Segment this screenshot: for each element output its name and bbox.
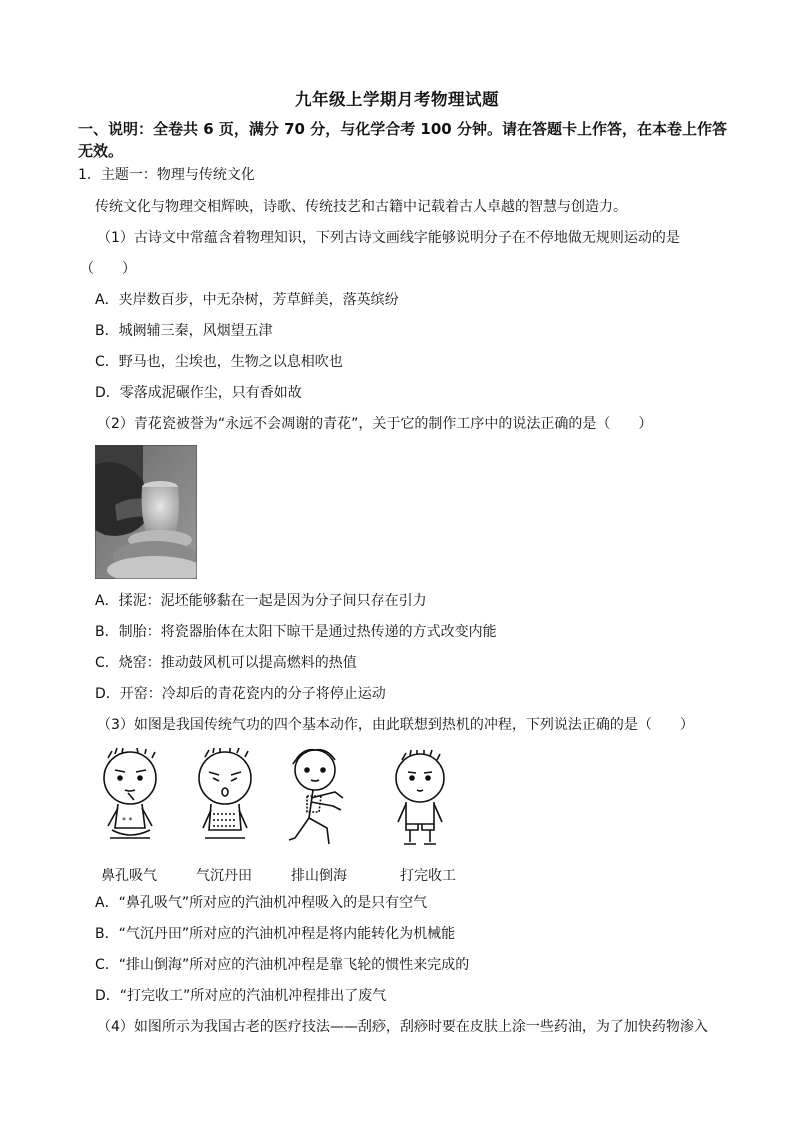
question-topic: 1．主题一：物理与传统文化 <box>78 167 255 183</box>
instructions-line-1: 一、说明：全卷共 6 页，满分 70 分，与化学合考 100 分钟。请在答题卡上作答，在本卷上作答 <box>78 120 727 138</box>
q4-stem: （4）如图所示为我国古老的医疗技法——刮痧，刮痧时要在皮肤上涂一些药油，为了加快药物渗入 <box>97 1019 708 1035</box>
q3-option-d: D．“打完收工”所对应的汽油机冲程排出了废气 <box>95 988 387 1004</box>
figure-push-mountain <box>289 750 343 844</box>
caption-finish: 打完收工 <box>400 868 456 884</box>
q1-option-d: D．零落成泥碾作尘，只有香如故 <box>95 385 302 401</box>
q3-option-b: B．“气沉丹田”所对应的汽油机冲程是将内能转化为机械能 <box>95 926 456 942</box>
q1-stem: （1）古诗文中常蕴含着物理知识，下列古诗文画线字能够说明分子在不停地做无规则运动的是 <box>97 230 680 246</box>
figure-finish <box>396 750 444 844</box>
q3-option-c: C．“排山倒海”所对应的汽油机冲程是靠飞轮的惯性来完成的 <box>95 957 470 973</box>
q3-option-a: A．“鼻孔吸气”所对应的汽油机冲程吸入的是只有空气 <box>95 895 428 911</box>
question-intro: 传统文化与物理交相辉映，诗歌、传统技艺和古籍中记载着古人卓越的智慧与创造力。 <box>95 199 627 215</box>
q1-option-b: B．城阙辅三秦，风烟望五津 <box>95 323 273 339</box>
q3-stem: （3）如图是我国传统气功的四个基本动作，由此联想到热机的冲程，下列说法正确的是（ ） <box>97 717 694 733</box>
caption-push-mountain: 排山倒海 <box>291 868 347 884</box>
q2-option-a: A．揉泥：泥坯能够黏在一起是因为分子间只存在引力 <box>95 593 427 609</box>
q1-option-c: C．野马也，尘埃也，生物之以息相吹也 <box>95 354 343 370</box>
q1-answer-bracket: （ ） <box>80 261 136 277</box>
q2-option-b: B．制胎：将瓷器胎体在太阳下晾干是通过热传递的方式改变内能 <box>95 624 497 640</box>
page-title: 九年级上学期月考物理试题 <box>295 90 499 109</box>
q1-option-a: A．夹岸数百步，中无杂树，芳草鲜美，落英缤纷 <box>95 292 399 308</box>
svg-text:* *: * * <box>122 816 133 825</box>
pottery-photo <box>95 445 197 579</box>
caption-nostril-breath: 鼻孔吸气 <box>101 868 157 884</box>
instructions-line-2: 无效。 <box>78 142 124 160</box>
q2-stem: （2）青花瓷被誉为“永远不会凋谢的青花”，关于它的制作工序中的说法正确的是（ ） <box>97 416 653 432</box>
caption-qi-to-dantian: 气沉丹田 <box>196 868 252 884</box>
qigong-figures <box>90 748 490 858</box>
figure-qi-to-dantian <box>199 748 251 838</box>
q2-option-d: D．开窑：冷却后的青花瓷内的分子将停止运动 <box>95 686 386 702</box>
q2-option-c: C．烧窑：推动鼓风机可以提高燃料的热值 <box>95 655 357 671</box>
figure-nostril-breath <box>104 748 156 838</box>
